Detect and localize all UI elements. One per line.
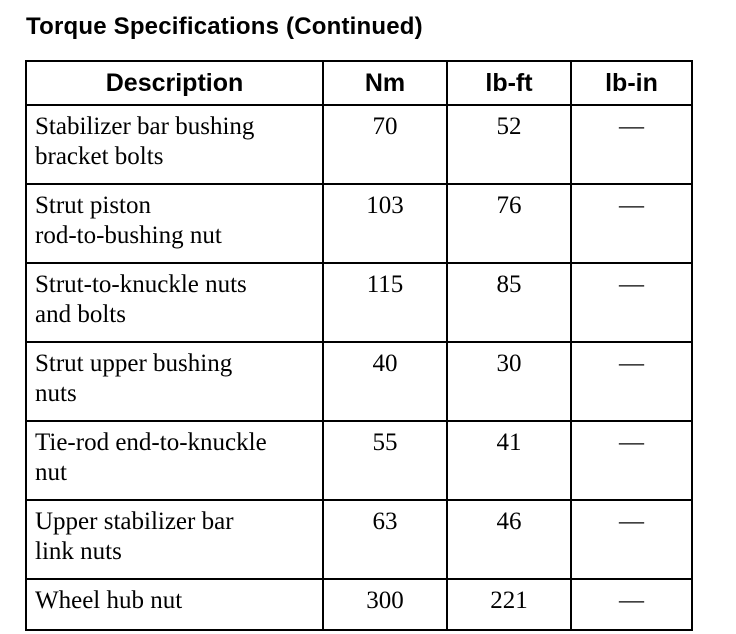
nm-value: 300 — [323, 579, 447, 630]
nm-value: 40 — [323, 342, 447, 421]
description-line: Strut-to-knuckle nuts — [35, 271, 247, 298]
description-cell — [26, 105, 323, 184]
lbin-value: — — [571, 105, 692, 184]
page-title: Torque Specifications (Continued) — [26, 13, 423, 40]
nm-value: 103 — [323, 184, 447, 263]
lbft-value: 76 — [447, 184, 571, 263]
description-line: rod-to-bushing nut — [35, 222, 222, 249]
lbin-value: — — [571, 184, 692, 263]
table-row — [26, 342, 692, 421]
description-line: nuts — [35, 380, 77, 407]
description-line: Upper stabilizer bar — [35, 508, 234, 535]
lbft-value: 52 — [447, 105, 571, 184]
lbin-value: — — [571, 500, 692, 579]
lbft-value: 41 — [447, 421, 571, 500]
nm-value: 115 — [323, 263, 447, 342]
description-line: Strut upper bushing — [35, 350, 233, 377]
header-lbft: lb-ft — [447, 61, 571, 105]
description-cell — [26, 579, 323, 630]
lbin-value: — — [571, 342, 692, 421]
torque-spec-table — [25, 60, 693, 631]
nm-value: 63 — [323, 500, 447, 579]
lbft-value: 46 — [447, 500, 571, 579]
description-cell — [26, 263, 323, 342]
table-row — [26, 579, 692, 630]
description-line: and bolts — [35, 301, 126, 328]
header-lbin: lb-in — [571, 61, 692, 105]
table-row — [26, 105, 692, 184]
description-cell — [26, 342, 323, 421]
lbin-value: — — [571, 421, 692, 500]
table-row — [26, 500, 692, 579]
description-line: bracket bolts — [35, 143, 164, 170]
header-description: Description — [26, 61, 323, 105]
nm-value: 70 — [323, 105, 447, 184]
table-row — [26, 421, 692, 500]
lbin-value: — — [571, 579, 692, 630]
nm-value: 55 — [323, 421, 447, 500]
lbin-value: — — [571, 263, 692, 342]
description-line: Strut piston — [35, 192, 151, 219]
description-cell — [26, 500, 323, 579]
description-cell — [26, 421, 323, 500]
lbft-value: 221 — [447, 579, 571, 630]
description-line: Tie-rod end-to-knuckle — [35, 429, 267, 456]
description-cell — [26, 184, 323, 263]
lbft-value: 30 — [447, 342, 571, 421]
table-row — [26, 184, 692, 263]
lbft-value: 85 — [447, 263, 571, 342]
table-row — [26, 263, 692, 342]
description-line: link nuts — [35, 538, 122, 565]
description-line: Stabilizer bar bushing — [35, 113, 255, 140]
header-nm: Nm — [323, 61, 447, 105]
table-header-row — [26, 61, 692, 105]
description-line: nut — [35, 459, 67, 486]
description-line: Wheel hub nut — [35, 587, 183, 614]
